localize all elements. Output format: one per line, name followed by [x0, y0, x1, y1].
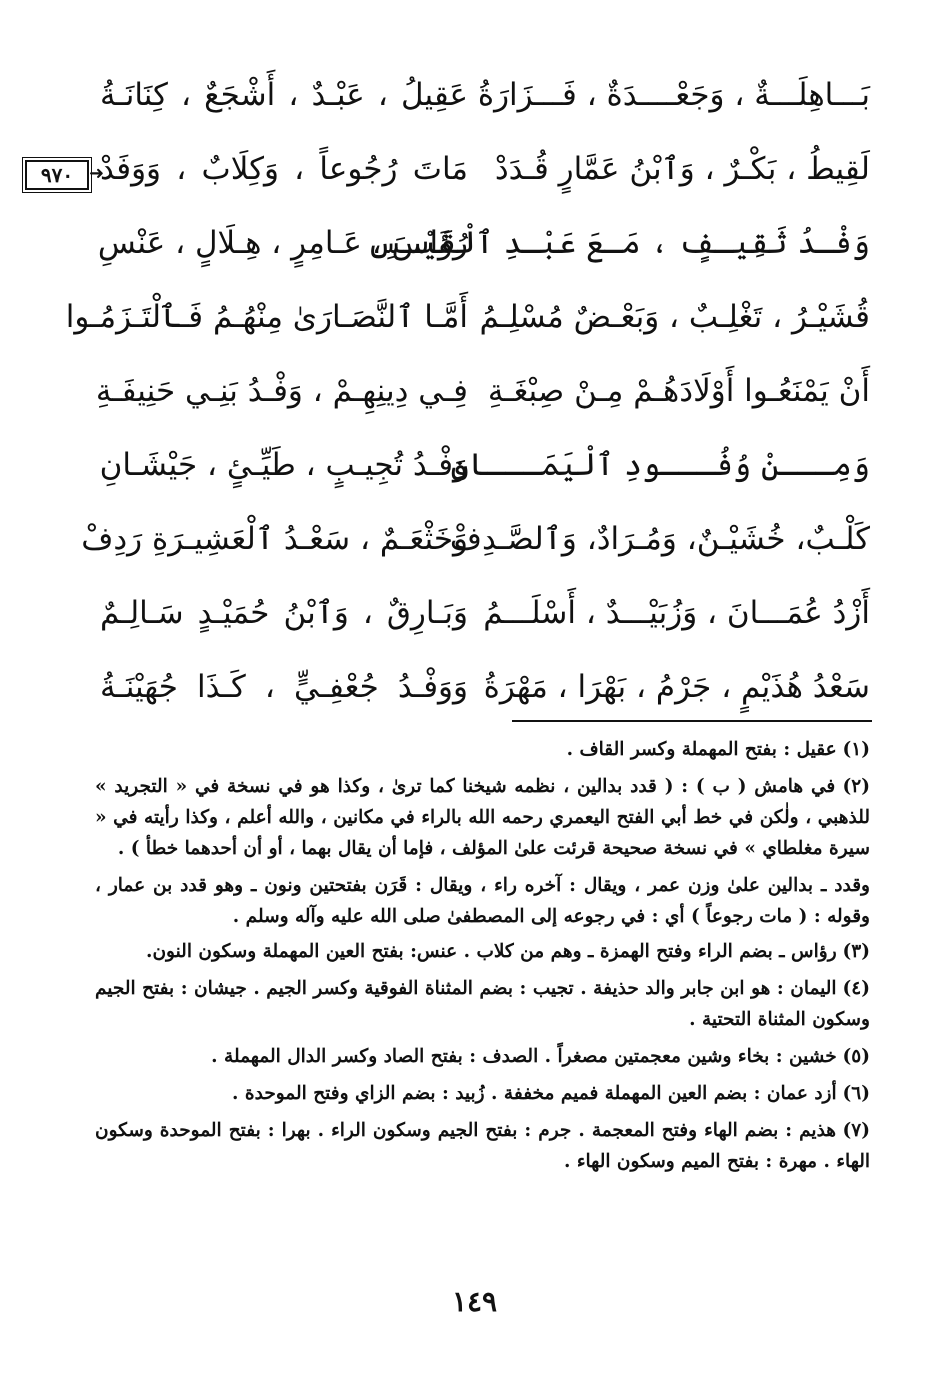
footnote-4 [95, 973, 870, 1035]
footnote-text: أزد عمان : بضم العين المهملة فميم مخففة . زُبيد : بضم الزاي وفتح الموحدة . [232, 1083, 837, 1104]
verse-line-8 [0, 580, 949, 646]
footnote-separator [512, 720, 872, 722]
verse-right-hemistich: سَعْدُ هُذَيْمٍ ، جَرْمُ ، بَهْرَا ، مَهْرَةُ [483, 669, 870, 705]
verse-left-hemistich: وَخَثْعَـمٌ ، سَعْـدُ ٱلْعَشِيـرَةِ رَدِفْ [81, 521, 468, 557]
footnote-number: (٤) [842, 978, 870, 999]
footnote-number: (٥) [842, 1046, 870, 1067]
footnote-text: رؤاس ـ بضم الراء وفتح الهمزة ـ وهم من كلاب . عنس: بفتح العين المهملة وسكون النون. [146, 941, 837, 962]
verse-number-marker [23, 160, 103, 190]
verse-right-hemistich: بَـــاهِلَـــةٌ ، وَجَعْــــدَةٌ ، فَـــزَارَةُ [477, 77, 870, 113]
footnote-number: (٣) [842, 941, 870, 962]
footnote-3 [95, 936, 870, 967]
verse-line-5 [0, 358, 949, 424]
verse-right-hemistich: وَفْـدُ ثَقِيـفٍ ، مَـعَ عَبْـدِ ٱلْقَيْـسِ [366, 225, 870, 261]
footnote-5 [95, 1041, 870, 1072]
verse-left-hemistich: وَفْـدُ تُجِيـبٍ ، طَيِّـئٍ ، جَيْشَـانِ [99, 447, 468, 483]
verse-line-6 [0, 432, 949, 498]
verse-left-hemistich: رُؤَاسَ ، عَـامِرٍ ، هِـلَالٍ ، عَنْسِ [97, 225, 468, 261]
verse-right-hemistich: لَقِيطُ ، بَكْـرٌ ، وَٱبْنُ عَمَّارٍ قُـدَدْ [494, 151, 870, 187]
verse-left-hemistich: فِـي دِينِهِـمْ ، وَفْـدُ بَنِـي حَنِيفَـةِ [95, 373, 468, 409]
verse-left-hemistich: عَقِيلُ ، عَبْـدٌ ، أَشْجَعٌ ، كِنَانَـةُ [100, 77, 468, 113]
verse-number-box: ٩٧٠ [25, 160, 89, 190]
footnote-text: عقيل : بفتح المهملة وكسر القاف . [566, 739, 837, 760]
verse-line-7 [0, 506, 949, 572]
footnote-text: اليمان : هو ابن جابر والد حذيفة . تجيب : بضم المثناة الفوقية وكسر الجيم . جيشان : بفتح الجيم وسكون المثناة التحتية . [95, 978, 870, 1030]
verse-left-hemistich: أَمَّـا ٱلنَّصَـارَىٰ مِنْهُـمُ فَـٱلْتَـزَمُـوا [65, 299, 468, 335]
verse-line-3 [0, 210, 949, 276]
verse-left-hemistich: وَوَفْـدُ جُعْفِـيٍّ ، كَـذَا جُهَيْنَـةُ [100, 669, 468, 705]
verse-left-hemistich: وَبَـارِقٌ ، وَٱبْنُ حُمَيْـدٍ سَـالِـمٌ [100, 595, 468, 631]
footnote-text: هذيم : بضم الهاء وفتح المعجمة . جرم : بفتح الجيم وسكون الراء . بهرا : بفتح الموحدة وسكون الهاء . مهرة : بفتح الميم وسكون الهاء . [95, 1120, 870, 1172]
verse-right-hemistich: قُشَيْـرُ ، تَغْلِـبٌ ، وَبَعْـضٌ مُسْلِـمُ [479, 299, 870, 335]
footnote-text: في هامش ( ب ) : ( قدد بدالين ، نظمه شيخنا كما ترىٰ ، وكذا هو في نسخة في « التجريد » للذهبي ، ولٰكن في خط أبي الفتح اليعمري رحمه الله بالراء في مكانين ، والله أعلم ، وكذا رأيته في « سيرة مغلطاي » في نسخة صحيحة قرئت علىٰ المؤلف ، فإما أن يقال بهما ، أو أن أحدهما خطأ ) . [95, 776, 870, 859]
page-number: ١٤٩ [451, 1285, 498, 1318]
verse-line-1 [0, 62, 949, 128]
footnote-number: (٢) [842, 776, 870, 797]
footnote-number: (٦) [842, 1083, 870, 1104]
verse-line-4 [0, 284, 949, 350]
footnote-6 [95, 1078, 870, 1109]
verse-right-hemistich: أَنْ يَمْنَعُـوا أَوْلَادَهُـمْ مِـنْ صِبْغَـةِ [487, 373, 870, 409]
verse-line-9 [0, 654, 949, 720]
footnote-number: (١) [842, 739, 870, 760]
verse-left-hemistich: مَاتَ رُجُوعاً ، وَكِلَابٌ ، وَوَفَدْ [100, 151, 468, 187]
footnote-2 [95, 771, 870, 864]
footnote-text: خشين : بخاء وشين معجمتين مصغراً . الصدف : بفتح الصاد وكسر الدال المهملة . [211, 1046, 837, 1067]
footnote-2-continuation: وقدد ـ بدالين علىٰ وزن عمر ، ويقال : آخره راء ، ويقال : قَرَن بفتحتين ونون ـ وهو قدد بن عمار ، وقوله : ( مات رجوعاً ) أي : في رجوعه إلى المصطفىٰ صلى الله عليه وآله وسلم . [95, 875, 870, 927]
verse-right-hemistich: وَمِـــنْ وُفُـــودِ ٱلْيَمَـــانِ [450, 447, 870, 483]
footnote-1 [95, 734, 870, 765]
verse-right-hemistich: أَزْدُ عُمَـــانَ ، وَزُبَيْـــدٌ ، أَسْلَـــمُ [483, 595, 870, 631]
verse-block [0, 62, 949, 722]
arrow-right-icon: ➜ [89, 163, 105, 184]
verse-line-2 [0, 136, 949, 202]
footnote-7 [95, 1115, 870, 1177]
footnote-number: (٧) [842, 1120, 870, 1141]
verse-right-hemistich: كَلْـبٌ، خُشَيْـنٌ، وَمُـرَادٌ، وَٱلصَّـدِفْ [449, 521, 870, 557]
footnotes [95, 734, 870, 1183]
